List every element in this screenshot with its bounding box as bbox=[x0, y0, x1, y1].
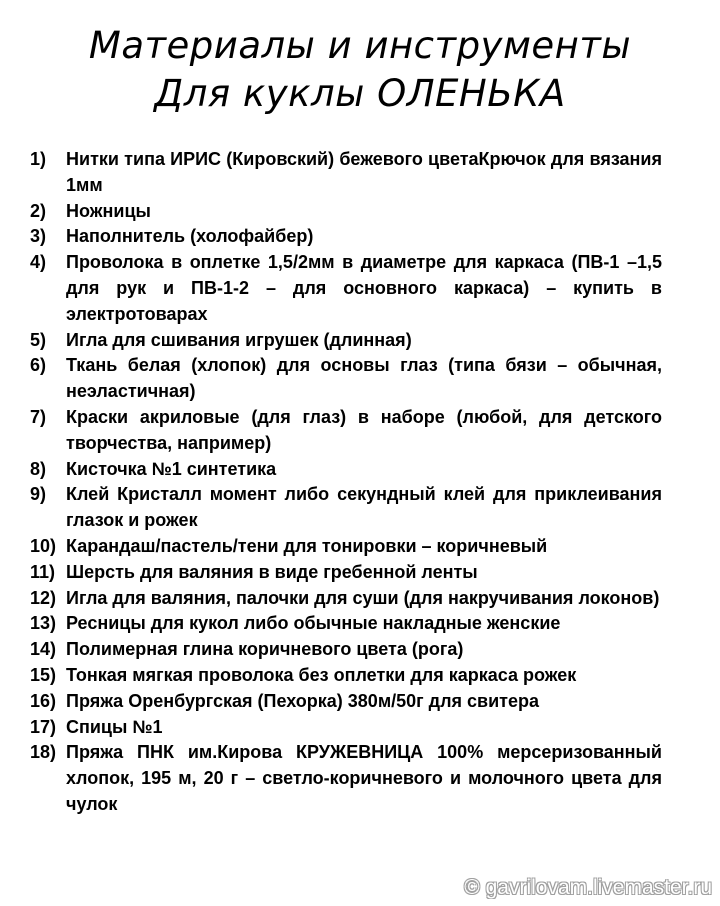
item-number: 7) bbox=[30, 406, 47, 427]
item-text: Игла для сшивания игрушек (длинная) bbox=[66, 329, 412, 350]
item-number: 12) bbox=[30, 587, 57, 608]
list-item bbox=[30, 663, 662, 689]
list-item bbox=[30, 560, 662, 586]
list-item bbox=[30, 534, 662, 560]
list-item bbox=[30, 586, 662, 612]
item-number: 18) bbox=[30, 742, 57, 763]
item-number: 2) bbox=[30, 200, 47, 221]
list-item bbox=[30, 689, 662, 715]
item-text: Полимерная глина коричневого цвета (рога) bbox=[66, 639, 464, 660]
list-item bbox=[30, 353, 662, 405]
list-item bbox=[30, 715, 662, 741]
watermark: © gavrilovam.livemaster.ru bbox=[464, 876, 712, 899]
item-text: Пряжа ПНК им.Кирова КРУЖЕВНИЦА 100% мерсеризованный хлопок, 195 м, 20 г – светло-коричневого и молочного цвета для чулок bbox=[66, 742, 662, 814]
list-item bbox=[30, 147, 662, 199]
materials-list bbox=[30, 147, 662, 818]
list-item bbox=[30, 611, 662, 637]
item-number: 16) bbox=[30, 690, 57, 711]
list-item bbox=[30, 199, 662, 225]
item-text: Клей Кристалл момент либо секундный клей для приклеивания глазок и рожек bbox=[66, 484, 662, 531]
list-item bbox=[30, 482, 662, 534]
page-title bbox=[0, 22, 720, 118]
item-number: 8) bbox=[30, 458, 47, 479]
item-text: Игла для валяния, палочки для суши (для накручивания локонов) bbox=[66, 587, 660, 608]
item-text: Ткань белая (хлопок) для основы глаз (типа бязи – обычная, неэластичная) bbox=[66, 355, 662, 402]
item-number: 15) bbox=[30, 664, 57, 685]
item-number: 4) bbox=[30, 252, 47, 273]
list-item bbox=[30, 740, 662, 817]
item-text: Ресницы для кукол либо обычные накладные женские bbox=[66, 613, 561, 634]
item-number: 5) bbox=[30, 329, 47, 350]
item-text: Ножницы bbox=[66, 200, 151, 221]
list-item bbox=[30, 250, 662, 327]
item-text: Нитки типа ИРИС (Кировский) бежевого цветаКрючок для вязания 1мм bbox=[66, 149, 662, 195]
item-number: 3) bbox=[30, 226, 47, 247]
item-text: Тонкая мягкая проволока без оплетки для каркаса рожек bbox=[66, 664, 577, 685]
item-number: 13) bbox=[30, 613, 57, 634]
item-number: 10) bbox=[30, 535, 57, 556]
list-item bbox=[30, 457, 662, 483]
item-text: Карандаш/пастель/тени для тонировки – коричневый bbox=[66, 535, 548, 556]
list-item bbox=[30, 224, 662, 250]
item-text: Наполнитель (холофайбер) bbox=[66, 226, 314, 247]
item-text: Шерсть для валяния в виде гребенной ленты bbox=[66, 561, 478, 582]
item-number: 9) bbox=[30, 484, 47, 505]
item-text: Проволока в оплетке 1,5/2мм в диаметре для каркаса (ПВ-1 –1,5 для рук и ПВ-1-2 – для основного каркаса) – купить в электротоварах bbox=[66, 252, 662, 324]
item-text: Кисточка №1 синтетика bbox=[66, 458, 277, 479]
list-item bbox=[30, 328, 662, 354]
list-item bbox=[30, 637, 662, 663]
item-text: Краски акриловые (для глаз) в наборе (любой, для детского творчества, например) bbox=[66, 406, 662, 453]
item-number: 17) bbox=[30, 716, 57, 737]
item-number: 14) bbox=[30, 639, 57, 660]
item-number: 1) bbox=[30, 149, 47, 169]
item-text: Спицы №1 bbox=[66, 716, 163, 737]
item-text: Пряжа Оренбургская (Пехорка) 380м/50г для свитера bbox=[66, 690, 539, 711]
item-number: 11) bbox=[30, 561, 56, 582]
list-item bbox=[30, 405, 662, 457]
title-line-2: Для куклы ОЛЕНЬКА bbox=[154, 72, 566, 115]
title-line-1: Материалы и инструменты bbox=[88, 24, 632, 67]
item-number: 6) bbox=[30, 355, 47, 376]
